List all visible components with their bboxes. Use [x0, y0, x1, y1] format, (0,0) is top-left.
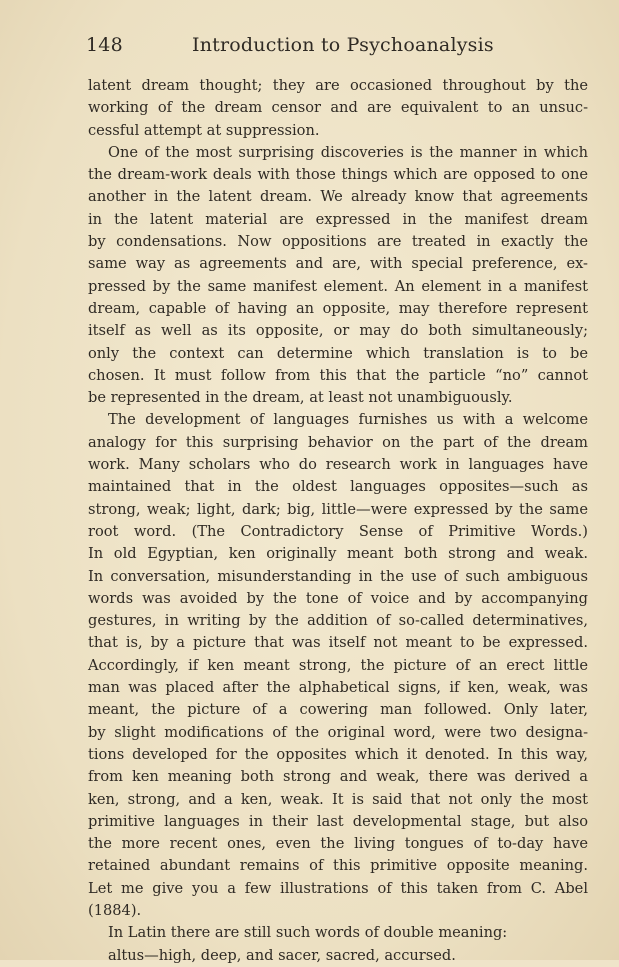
text-line: strong, weak; light, dark; big, little—were expressed by the same	[88, 500, 588, 518]
text-line: the dream-work deals with those things which are opposed to one	[88, 166, 588, 184]
text-line: root word. (The Contradictory Sense of Primitive Words.)	[88, 522, 588, 540]
text-line: altus—high, deep, and sacer, sacred, accursed.	[108, 946, 456, 964]
text-line: maintained that in the oldest languages opposites—such as	[88, 478, 588, 496]
body-text	[88, 75, 588, 967]
text-line: itself as well as its opposite, or may do both simultaneously;	[88, 322, 588, 340]
text-line: cessful attempt at suppression.	[88, 121, 320, 139]
text-line: primitive languages in their last developmental stage, but also	[88, 812, 588, 830]
text-line: gestures, in writing by the addition of so-called determinatives,	[88, 612, 588, 630]
text-line: pressed by the same manifest element. An element in a manifest	[88, 277, 588, 295]
text-line: man was placed after the alphabetical signs, if ken, weak, was	[88, 679, 588, 697]
text-line: The development of languages furnishes us with a welcome	[108, 411, 588, 429]
text-line: (1884).	[88, 901, 142, 919]
text-line: in the latent material are expressed in the manifest dream	[88, 210, 588, 228]
text-line: only the context can determine which translation is to be	[88, 344, 588, 362]
text-line: from ken meaning both strong and weak, there was derived a	[88, 768, 588, 786]
text-line: dream, capable of having an opposite, may therefore represent	[88, 299, 588, 317]
text-line: ken, strong, and a ken, weak. It is said that not only the most	[88, 790, 588, 808]
text-line: work. Many scholars who do research work in languages have	[88, 456, 588, 474]
text-line: One of the most surprising discoveries is the manner in which	[108, 143, 588, 161]
text-line: meant, the picture of a cowering man followed. Only later,	[88, 701, 588, 719]
text-line: In conversation, misunderstanding in the use of such ambiguous	[88, 567, 588, 585]
text-line: tions developed for the opposites which it denoted. In this way,	[88, 745, 588, 763]
page-number: 148	[86, 34, 123, 56]
text-line: another in the latent dream. We already know that agreements	[88, 188, 588, 206]
text-line: by slight modifications of the original word, were two designa-	[88, 723, 588, 741]
text-line: same way as agreements and are, with special preference, ex-	[88, 255, 588, 273]
text-line: that is, by a picture that was itself not meant to be expressed.	[88, 634, 588, 652]
text-line: be represented in the dream, at least not unambiguously.	[88, 389, 513, 407]
text-line: latent dream thought; they are occasioned throughout by the	[88, 77, 588, 94]
text-line: In Latin there are still such words of double meaning:	[108, 924, 508, 942]
text-line: Accordingly, if ken meant strong, the picture of an erect little	[88, 656, 588, 674]
running-title: Introduction to Psychoanalysis	[192, 34, 494, 56]
text-line: words was avoided by the tone of voice and by accompanying	[88, 589, 588, 607]
text-line: analogy for this surprising behavior on the part of the dream	[88, 433, 588, 451]
text-line: working of the dream censor and are equivalent to an unsuc-	[88, 99, 588, 117]
text-line: by condensations. Now oppositions are treated in exactly the	[88, 233, 588, 251]
text-line: the more recent ones, even the living tongues of to-day have	[88, 835, 588, 853]
text-line: retained abundant remains of this primitive opposite meaning.	[88, 857, 588, 875]
text-line: In old Egyptian, ken originally meant both strong and weak.	[88, 545, 588, 563]
text-line: chosen. It must follow from this that the particle “no” cannot	[88, 366, 588, 384]
text-line: Let me give you a few illustrations of this taken from C. Abel	[88, 879, 588, 897]
